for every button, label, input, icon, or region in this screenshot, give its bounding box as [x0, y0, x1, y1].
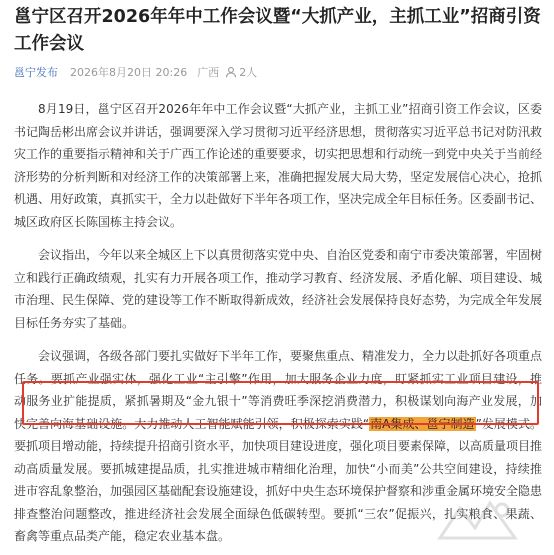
- paragraph-1: 8月19日，邕宁区召开2026年年中工作会议暨“大抓产业，主抓工业”招商引资工作会议，区委书记陶岳彬出席会议并讲话，强调要深入学习贯彻习近平经济思想，贯彻落实习近平总书记对防汛救灾工作的重要指示精神和关于广西工作论述的重要要求，切实把思想和行动统一到党中央关于当前经济形势的分析判断和对经济工作的决策部署上来，准确把握发展大局大势，坚定发展信心决心，抢抓机遇、用好政策，真抓实干，全力以赴做好下半年各项工作，坚决完成全年目标任务。区委副书记、城区政府区长陈国栋主持会议。: [14, 102, 542, 229]
- person-icon: [225, 66, 237, 78]
- paragraph-3-text-b: ”发展模式。要抓项目增动能，持续提升招商引资水平，加快项目建设进度，强化项目要素保障，以高质量项目推动高质量发展。要抓城建提品质，扎实推进城市精细化治理，加快“小而美”公共空间建设，持续推进市容乱象整治，加强园区基础配套设施建设，抓好中央生态环境保护督察和涉重金属环境安全隐患排查整治问题整改，推进经济社会发展全面绿色低碳转型。要抓“三农”促振兴，扎实粮食、果蔬、畜禽等重点品类产能，稳定农业基本盘。: [14, 416, 542, 543]
- source-link[interactable]: 邕宁发布: [14, 66, 58, 79]
- article-meta: [14, 64, 257, 80]
- location: 广西: [197, 66, 220, 79]
- paragraph-2: 会议指出，今年以来全城区上下以真贯彻落实党中央、自治区党委和南宁市委决策部署，牢固树立和践行正确政绩观，扎实有力开展各项工作，推动学习教育、经济发展、矛盾化解、项目建设、城市治理、民生保障、党的建设等工作不断取得新成效，经济社会发展保持良好态势，为完成全年发展目标任务夯实了基础。: [14, 248, 542, 330]
- paragraph-3-text-a: 会议强调，各级各部门要扎实做好下半年工作，要聚焦重点、精准发力，全力以赴抓好各项重点任务。要抓产业强实体，强化工业“主引擎”作用，加大服务企业力度，盯紧抓实工业项目建设，推动服务业扩能提质，紧抓暑期及“金九银十”等消费旺季深挖消费潜力，积极谋划向海产业发展，加快完善向海基础设施。大力推动人工智能赋能引领，积极探索实践“: [14, 349, 542, 431]
- highlighted-phrase: 南A集成、邕宁制造: [370, 416, 475, 431]
- reader-count: 2人: [239, 66, 258, 79]
- paragraph-3: [14, 345, 542, 555]
- publish-time: 2026年8月20日 20:26: [70, 66, 188, 79]
- article-title: 邕宁区召开2026年年中工作会议暨“大抓产业，主抓工业”招商引资工作会议: [14, 7, 541, 54]
